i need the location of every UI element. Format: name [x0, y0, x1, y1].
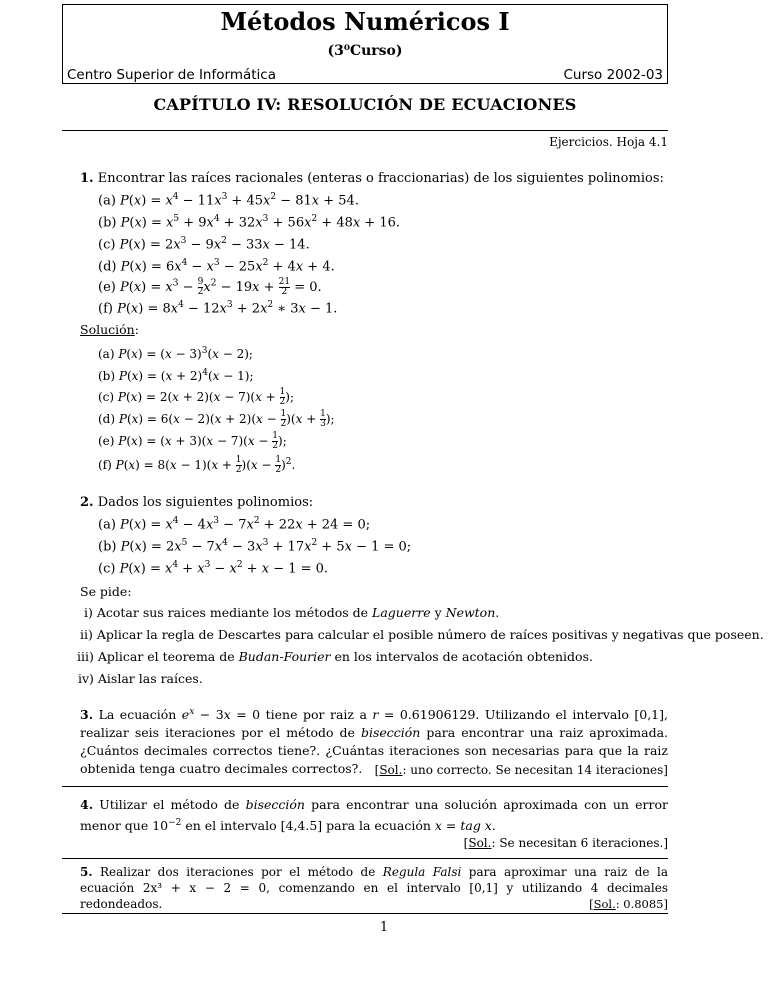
ex1-solution-heading: Solución: — [80, 322, 139, 337]
ex1-sol-b: (b) $P(x) = (x + 2)^4(x - 1)$; — [98, 368, 254, 383]
academic-year: Curso 2002-03 — [563, 67, 663, 83]
ex3-solution: [Sol.: uno correcto. Se necesitan 14 iteraciones] — [374, 763, 668, 777]
ex1-sol-a: (a) $P(x) = (x - 3)^3(x - 2)$; — [98, 346, 253, 361]
exercise-1-statement: 1. Encontrar las raíces racionales (enteras o fraccionarias) de los siguientes polinomios: — [80, 171, 664, 186]
ex1-item-f: (f) $P(x) = 8x^4 - 12x^3 + 2x^2$ ∗ 3x − 1. — [98, 300, 338, 317]
ex1-sol-e: (e) P(x) = (x + 3)(x − 7)(x − $\frac{1}{2}$ ); — [98, 431, 287, 451]
chapter-title: CAPÍTULO IV: RESOLUCIÓN DE ECUACIONES — [153, 95, 577, 114]
ex2-task-iii: iii) Aplicar el teorema de Budan-Fourier en los intervalos de acotación obtenidos. — [77, 649, 593, 664]
ex4-divider — [62, 858, 668, 859]
course-title: Métodos Numéricos I — [220, 7, 510, 36]
header-box — [62, 4, 668, 84]
page-number: 1 — [379, 920, 389, 935]
bottom-divider — [62, 913, 668, 914]
ex1-sol-d: (d) P(x) = 6(x − 2)(x + 2)(x − $\frac{1}{2}$ )(x + $\frac{1}{3}$ ); — [98, 409, 335, 429]
institution-name: Centro Superior de Informática — [67, 67, 276, 83]
ex2-task-i: i) Acotar sus raices mediante los métodos de Laguerre y Newton. — [84, 605, 500, 620]
ex2-item-b: (b) $P(x) = 2x^5 - 7x^4 - 3x^3 + 17x^2 + 5x - 1 = 0$; — [98, 538, 412, 555]
ex2-se-pide: Se pide: — [80, 584, 132, 599]
ex1-item-a: (a) $P(x) = x^4 - 11x^3 + 45x^2 - 81x + 54$. — [98, 192, 359, 209]
exercise-3-statement: 3. La ecuación $e^x - 3x = 0$ tiene por raiz a r = 0.61906129. Utilizando el intervalo [0,1], realizar seis iteraciones por el método de bisección para encontrar una raiz aproximada. ¿Cuántos decimales correctos tiene?. ¿Cuántas iteraciones son necesarias para que la raiz obtenida tenga cuatro decimales correctos?. — [80, 707, 668, 777]
ex3-divider — [62, 786, 668, 787]
exercise-4-statement: 4. Utilizar el método de bisección para encontrar una solución aproximada con un error menor que $10^{-2}$ en el intervalo [4,4.5] para la ecuación x = tag x. — [80, 797, 668, 834]
exercise-5-statement: 5. Realizar dos iteraciones por el método de Regula Falsi para aproximar una raiz de la ecuación 2x³ + x − 2 = 0, comenzando en el intervalo [0,1] y utilizando 4 decimales redondeados. — [80, 865, 668, 911]
ex2-task-iv: iv) Aislar las raíces. — [78, 671, 203, 686]
sheet-label: Ejercicios. Hoja 4.1 — [549, 135, 668, 149]
exercise-2-statement: 2. Dados los siguientes polinomios: — [80, 495, 314, 510]
course-year: (3⁰Curso) — [327, 43, 403, 59]
ex1-sol-f: (f) P(x) = 8(x − 1)(x + $\frac{1}{2}$ )(x − $\frac{1}{2}$ )$^2$. — [98, 455, 296, 475]
ex2-item-a: (a) $P(x) = x^4 - 4x^3 - 7x^2 + 22x + 24 = 0$; — [98, 516, 371, 533]
ex1-sol-c: (c) P(x) = 2(x + 2)(x − 7)(x + $\frac{1}{2}$ ); — [98, 387, 295, 407]
ex2-item-c: (c) $P(x) = x^4 + x^3 - x^2 + x - 1 = 0$. — [98, 560, 329, 577]
ex1-item-c: (c) $P(x) = 2x^3 - 9x^2 - 33x - 14$. — [98, 236, 310, 253]
ex5-solution: [Sol.: 0.8085] — [589, 897, 668, 911]
ex2-task-ii: ii) Aplicar la regla de Descartes para calcular el posible número de raíces positivas y negativas que poseen. — [80, 627, 764, 642]
top-divider — [62, 130, 668, 131]
ex1-item-e: (e) $P(x) = x^3$ − $\frac{9}{2}$ $x^2 - 19x$ + $\frac{21}{2}$ = 0. — [98, 277, 322, 297]
ex1-item-d: (d) $P(x) = 6x^4 - x^3 - 25x^2 + 4x + 4$. — [98, 258, 335, 275]
ex4-solution: [Sol.: Se necesitan 6 iteraciones.] — [463, 836, 668, 850]
ex1-item-b: (b) $P(x) = x^5 + 9x^4 + 32x^3 + 56x^2 + 48x + 16$. — [98, 214, 401, 231]
